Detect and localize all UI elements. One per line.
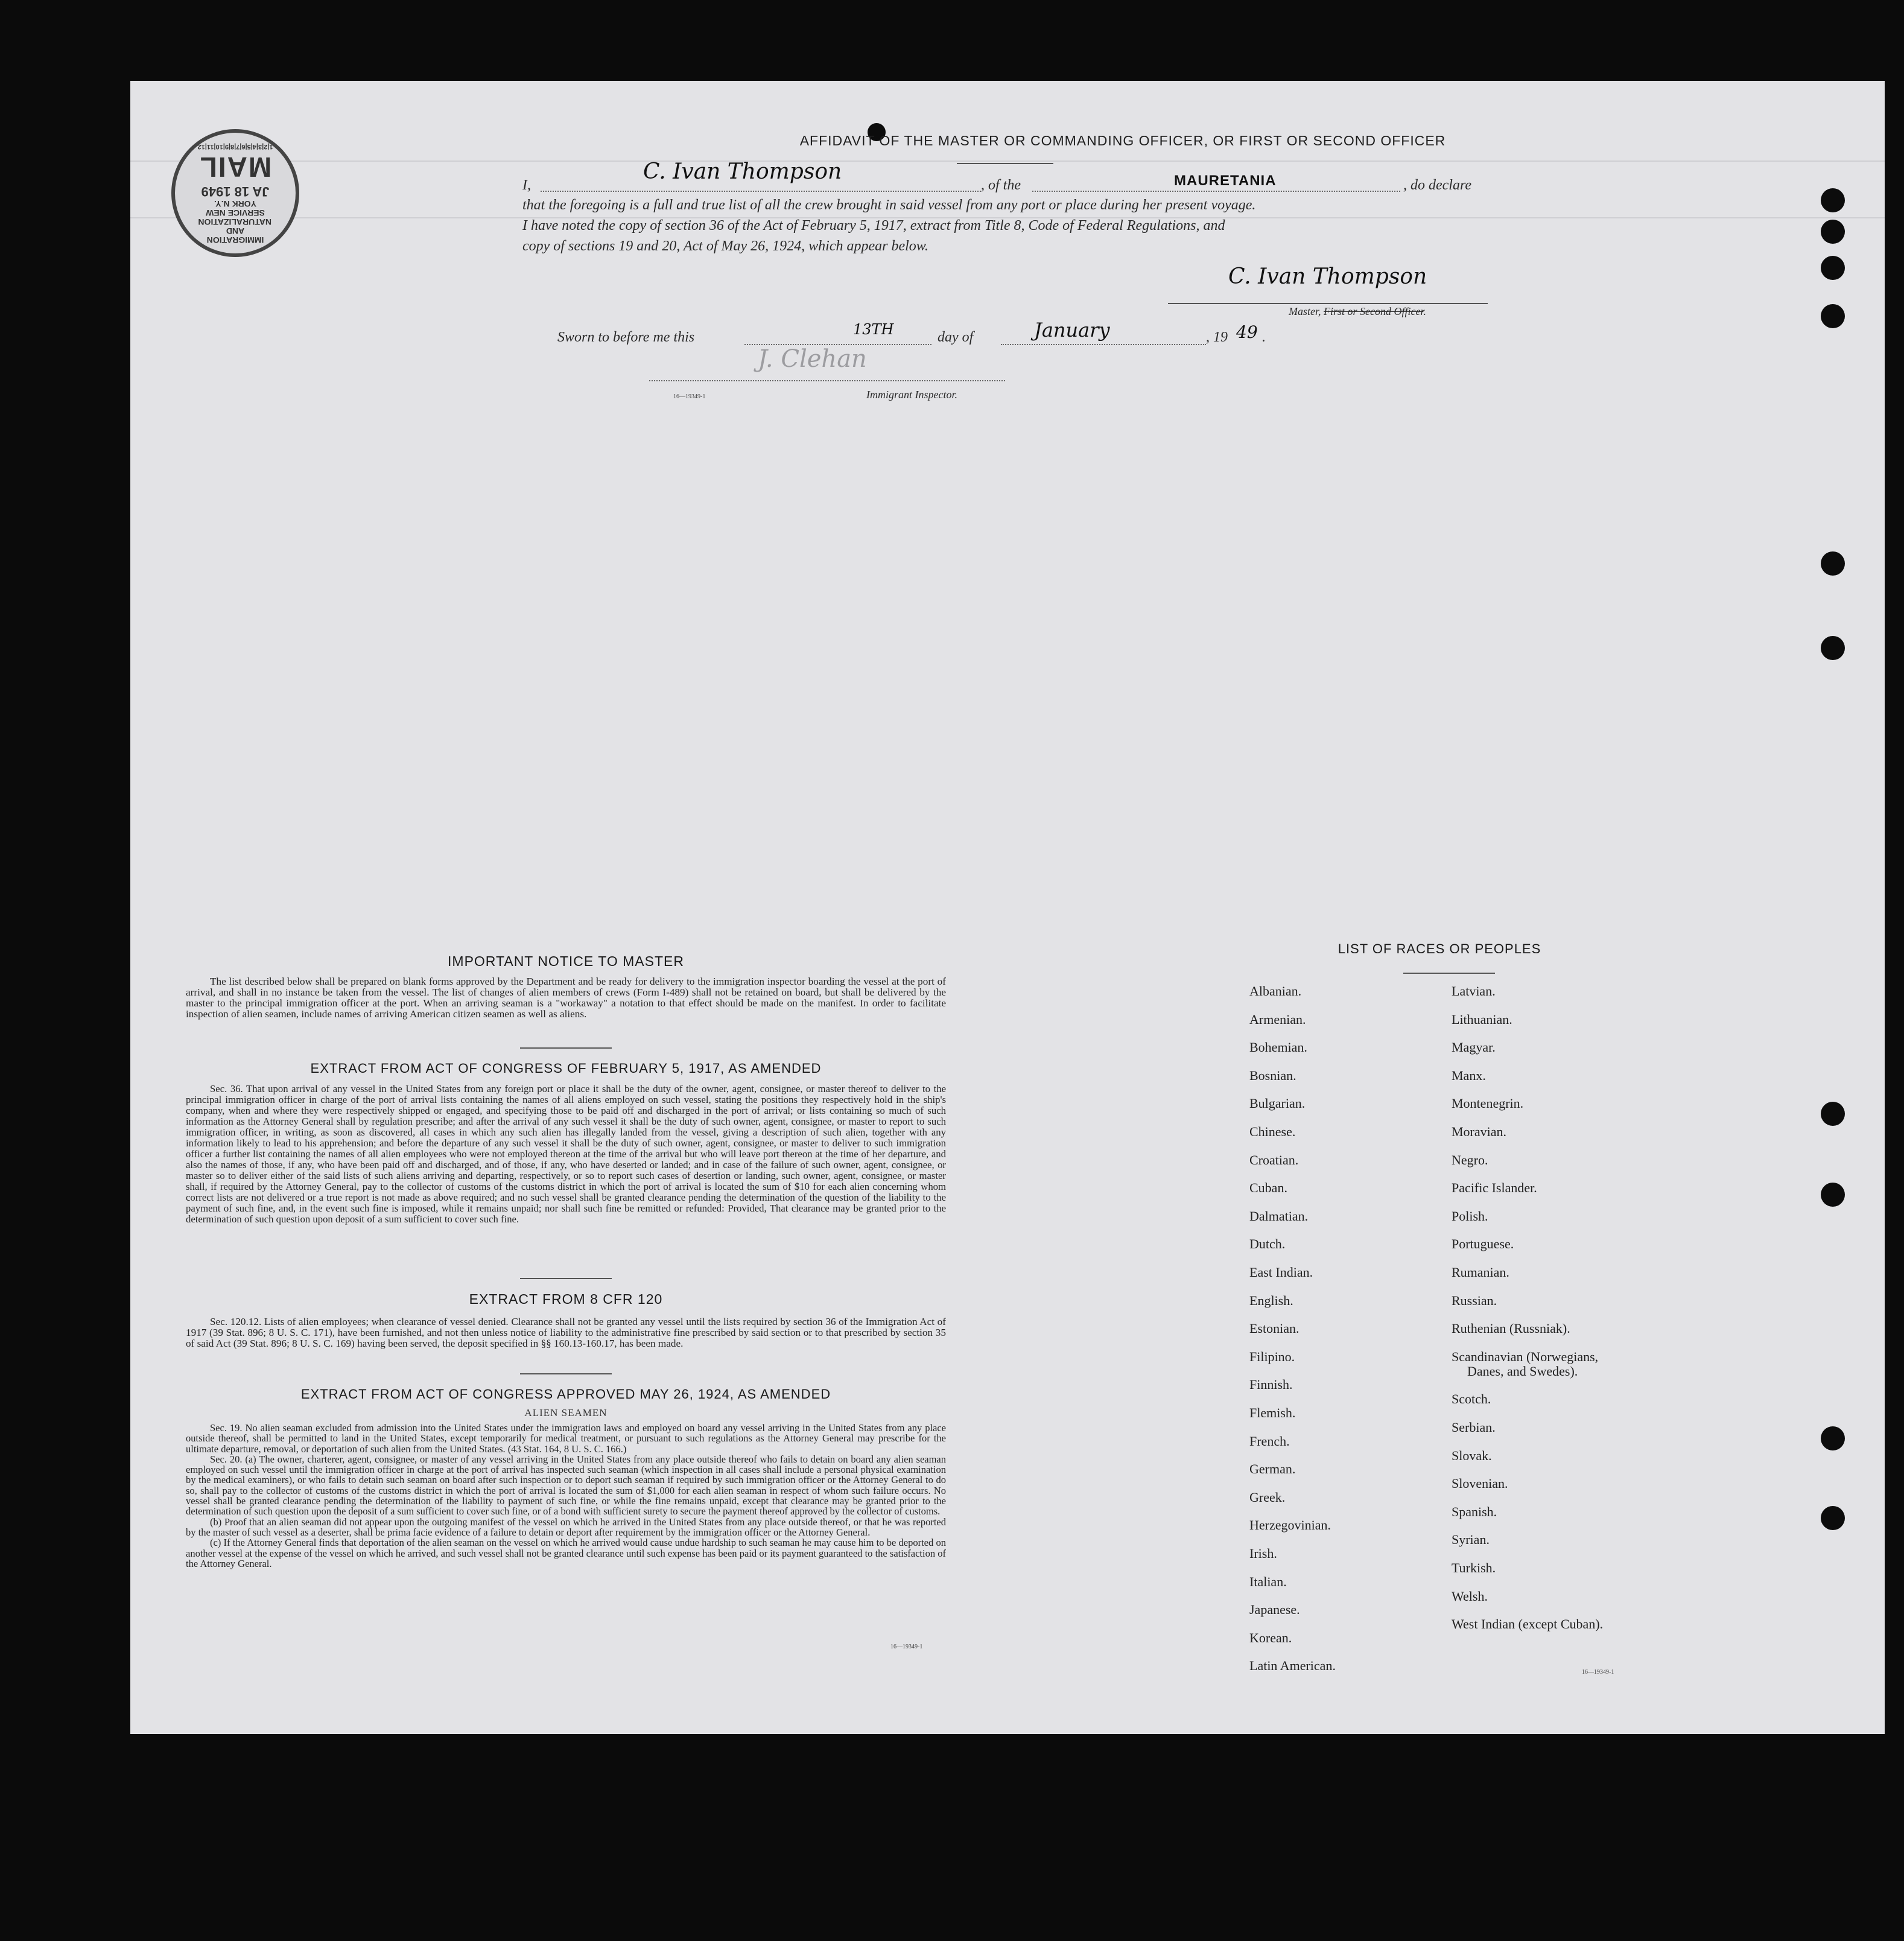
race-item: Croatian. bbox=[1249, 1152, 1299, 1167]
affidavit-form-number: 16—19349-1 bbox=[673, 393, 706, 400]
race-item: Latvian. bbox=[1452, 983, 1496, 999]
sworn-prefix: Sworn to before me this bbox=[557, 329, 695, 345]
race-item: Filipino. bbox=[1249, 1349, 1295, 1364]
declaration-line-4: copy of sections 19 and 20, Act of May 26, 1924, which appear below. bbox=[522, 238, 929, 254]
alien-seamen-subtitle: ALIEN SEAMEN bbox=[524, 1407, 608, 1418]
declarant-line bbox=[541, 191, 981, 192]
race-item: Bosnian. bbox=[1249, 1067, 1296, 1083]
race-item: Scotch. bbox=[1452, 1391, 1491, 1407]
extract-1917-text bbox=[186, 1084, 946, 1225]
punch-hole bbox=[1821, 1506, 1845, 1530]
race-item: East Indian. bbox=[1249, 1265, 1313, 1280]
punch-hole bbox=[1821, 1102, 1845, 1126]
race-item: Negro. bbox=[1452, 1152, 1488, 1167]
title-rule bbox=[957, 163, 1053, 164]
race-item: Lithuanian. bbox=[1452, 1011, 1512, 1027]
stamp-date: JA 18 1949 bbox=[201, 184, 270, 199]
race-item: Turkish. bbox=[1452, 1560, 1496, 1575]
punch-hole bbox=[1821, 188, 1845, 212]
section-120-paragraph: Sec. 120.12. Lists of alien employees; when clearance of vessel denied. Clearance shall not be granted any vessel until the lists required by section 36 of the Immigration Act of 1917 (39 Stat. 896; 8 U. S. C. 171), have been furnished, and not then unless notice of liability to the administrative fine prescribed by said section or to that prescribed by section 35 of said Act (39 Stat. 896; 8 U. S. C. 169) having been served, the deposit specified in §§ 160.13-160.17, has been made. bbox=[186, 1316, 946, 1349]
inspector-signature: J. Clehan bbox=[758, 345, 867, 373]
notice-paragraph: The list described below shall be prepared on blank forms approved by the Department and be ready for delivery to the immigration inspector boarding the vessel at the port of arrival, and shall in no instance be taken from the vessel. The list of changes of alien members of crews (Form I-489) shall not be retained on board, but shall be delivered by the master to the principal immigration officer at the port. When an arriving seaman is a "workaway" a notation to that effect should be made on the manifest. In order to facilitate inspection of alien seamen, include names of arriving American citizen seamen as well as aliens. bbox=[186, 976, 946, 1020]
race-item: Serbian. bbox=[1452, 1420, 1496, 1435]
race-item: Bohemian. bbox=[1249, 1040, 1307, 1055]
race-item: Irish. bbox=[1249, 1546, 1277, 1561]
declaration-prefix: I, bbox=[522, 177, 531, 193]
race-item: Welsh. bbox=[1452, 1588, 1488, 1604]
race-item: Portuguese. bbox=[1452, 1236, 1514, 1252]
races-rule bbox=[1403, 973, 1495, 974]
punch-hole bbox=[1821, 304, 1845, 328]
race-item: Russian. bbox=[1452, 1292, 1497, 1308]
sworn-line bbox=[557, 321, 1462, 357]
race-item: Pacific Islander. bbox=[1452, 1180, 1537, 1196]
extract-form-number: 16—19349-1 bbox=[890, 1644, 923, 1650]
race-item: Latin American. bbox=[1249, 1658, 1336, 1674]
vessel-line bbox=[1032, 191, 1400, 192]
race-item: Slovenian. bbox=[1452, 1476, 1508, 1491]
race-item: Rumanian. bbox=[1452, 1265, 1509, 1280]
race-item: German. bbox=[1249, 1461, 1296, 1477]
race-item: French. bbox=[1249, 1433, 1290, 1449]
race-item: Chinese. bbox=[1249, 1124, 1296, 1139]
punch-hole bbox=[1821, 551, 1845, 576]
punch-hole bbox=[1821, 1183, 1845, 1207]
race-item: Armenian. bbox=[1249, 1011, 1306, 1027]
race-item: Dutch. bbox=[1249, 1236, 1286, 1252]
master-caption-prefix: Master, bbox=[1289, 305, 1321, 317]
notice-text bbox=[186, 976, 946, 1020]
race-item: Bulgarian. bbox=[1249, 1096, 1306, 1111]
master-signature: C. Ivan Thompson bbox=[1228, 264, 1427, 289]
section-20c-paragraph: (c) If the Attorney General finds that deportation of the alien seaman on the vessel on which he arrived would cause undue hardship to such seaman he may cause him to be deported on another vessel at the expense of the vessel on which he arrived, and such vessel shall not be granted clearance until such expense has been paid or its payment guaranteed to the satisfaction of the Attorney General. bbox=[186, 1537, 946, 1569]
race-item: Estonian. bbox=[1249, 1321, 1299, 1336]
race-item: English. bbox=[1249, 1292, 1293, 1308]
race-item: Slovak. bbox=[1452, 1447, 1492, 1463]
do-declare-label: , do declare bbox=[1403, 177, 1472, 193]
section-rule bbox=[520, 1278, 612, 1279]
race-item: Albanian. bbox=[1249, 983, 1302, 999]
race-item: Syrian. bbox=[1452, 1532, 1490, 1548]
punch-hole bbox=[1821, 1426, 1845, 1450]
inspector-line bbox=[649, 380, 1005, 381]
inspector-caption: Immigrant Inspector. bbox=[866, 389, 957, 401]
punch-hole bbox=[1821, 220, 1845, 244]
year-suffix: 49 bbox=[1236, 322, 1258, 342]
race-item: Korean. bbox=[1249, 1630, 1292, 1645]
declaration-line-2: that the foregoing is a full and true list of all the crew brought in said vessel from any port or place during her present voyage. bbox=[522, 197, 1256, 213]
section-rule bbox=[520, 1047, 612, 1049]
of-the-label: , of the bbox=[981, 177, 1021, 193]
stamp-agency: IMMIGRATION AND NATURALIZATION SERVICE NEW YORK N.Y. bbox=[198, 199, 271, 245]
year-end: . bbox=[1262, 329, 1266, 345]
race-item: Ruthenian (Russniak). bbox=[1452, 1321, 1570, 1336]
race-item: Herzegovinian. bbox=[1249, 1517, 1331, 1533]
day-of-label: day of bbox=[938, 329, 974, 345]
declaration-line-3: I have noted the copy of section 36 of the Act of February 5, 1917, extract from Title 8, Code of Federal Regulations, and bbox=[522, 218, 1225, 233]
stamp-ring: 1|2|3|4|5|6|7|8|9|10|11|12 bbox=[197, 143, 273, 150]
race-item: Polish. bbox=[1452, 1208, 1488, 1224]
master-caption-suffix: . bbox=[1423, 305, 1426, 317]
punch-hole bbox=[1821, 636, 1845, 660]
races-form-number: 16—19349-1 bbox=[1582, 1669, 1614, 1676]
master-signature-line bbox=[1168, 303, 1488, 304]
affidavit-title: AFFIDAVIT OF THE MASTER OR COMMANDING OFFICER, OR FIRST OR SECOND OFFICER bbox=[799, 133, 1446, 148]
vessel-name: MAURETANIA bbox=[1174, 173, 1277, 189]
master-caption bbox=[1289, 305, 1426, 318]
races-title: LIST OF RACES OR PEOPLES bbox=[1338, 941, 1541, 956]
notice-title: IMPORTANT NOTICE TO MASTER bbox=[448, 953, 684, 969]
race-item: Moravian. bbox=[1452, 1124, 1507, 1139]
declarant-signature: C. Ivan Thompson bbox=[643, 159, 842, 184]
race-item: Scandinavian (Norwegians, bbox=[1452, 1349, 1599, 1364]
race-item: Japanese. bbox=[1249, 1602, 1300, 1618]
race-item: Manx. bbox=[1452, 1067, 1486, 1083]
stamp-word: MAIL bbox=[198, 151, 272, 183]
section-19-paragraph: Sec. 19. No alien seaman excluded from admission into the United States under the immigration laws and employed on board any vessel arriving in the United States from any place outside thereof, shall be permitted to land in the United States, except temporarily for medical treatment, or pursuant to such regulations as the Attorney General may prescribe for the ultimate departure, removal, or deportation of such alien from the United States. (43 Stat. 164, 8 U. S. C. 166.) bbox=[186, 1422, 946, 1455]
race-item: Italian. bbox=[1249, 1574, 1287, 1589]
section-20a-paragraph: Sec. 20. (a) The owner, charterer, agent, consignee, or master of any vessel arriving in the United States from any place outside thereof who fails to detain on board any alien seaman employed on such vessel until the immigration officer in charge at the port of arrival has inspected such seaman (which inspection in all cases shall include a personal physical examination by the medical examiners), or who fails to detain such seaman on board after such inspection or to deport such seaman if required by such immigration officer or the Attorney General to do so, shall pay to the collector of customs of the customs district in which the port of arrival is located the sum of $1,000 for each alien seaman in respect of whom such failure occurs. No vessel shall be granted clearance pending the determination of the liability to payment of such fine, or while the fine remains unpaid, except that clearance may be granted prior to the determination of such question upon the deposit of a sum sufficient to cover such fine, or of a bond with sufficient surety to secure the payment thereof approved by the collector of customs. bbox=[186, 1453, 946, 1517]
race-item-continuation: Danes, and Swedes). bbox=[1467, 1363, 1578, 1379]
section-rule bbox=[520, 1373, 612, 1374]
extract-1924-title: EXTRACT FROM ACT OF CONGRESS APPROVED MAY 26, 1924, AS AMENDED bbox=[300, 1387, 831, 1402]
year-prefix: , 19 bbox=[1206, 329, 1228, 345]
sworn-day: 13TH bbox=[853, 321, 894, 338]
race-item: West Indian (except Cuban). bbox=[1452, 1616, 1604, 1632]
race-item: Dalmatian. bbox=[1249, 1208, 1309, 1224]
declaration-line-1 bbox=[522, 159, 1572, 193]
master-caption-struck: First or Second Officer bbox=[1324, 305, 1424, 317]
sworn-month-line bbox=[1001, 344, 1206, 345]
sworn-month: January bbox=[1034, 319, 1110, 342]
race-item: Greek. bbox=[1249, 1489, 1286, 1505]
extract-cfr-title: EXTRACT FROM 8 CFR 120 bbox=[469, 1291, 663, 1307]
race-item: Flemish. bbox=[1249, 1405, 1296, 1420]
race-item: Cuban. bbox=[1249, 1180, 1287, 1196]
section-36-paragraph: Sec. 36. That upon arrival of any vessel in the United States from any foreign port or place it shall be the duty of the owner, agent, consignee, or master thereof to deliver to the principal immigration officer in charge of the port of arrival lists containing the names of all aliens employed on such vessel, stating the positions they respectively hold in the ship's company, when and where they were respectively shipped or engaged, and specifying those to be paid off and discharged in the port of arrival; or lists containing so much of such information as the Attorney General shall by regulation prescribe; and after the arrival of any such vessel it shall be the duty of such owner, agent, consignee, or master to report to such immigration officer, in writing, as soon as discovered, all cases in which any such alien has illegally landed from the vessel, giving a description of such alien, together with any information likely to lead to his apprehension; and before the departure of any such vessel it shall be the duty of such owner, agent, consignee, or master to deliver to such immigration officer a further list containing the names of all alien employees who were not employed thereon at the time of the arrival but who will leave port thereon at the time of her departure, and also the names of those, if any, who have been paid off and discharged, and of those, if any, who have deserted or landed; and in case of the failure of such owner, agent, consignee, or master so to deliver either of the said lists of such aliens arriving and departing, respectively, or so to report such cases of desertion or landing, such owner, agent, consignee, or master shall, if required by the Attorney General, pay to the collector of customs of the customs district in which the port of arrival is located the sum of $10 for each alien concerning whom correct lists are not delivered or a true report is not made as above required; and no such vessel shall be granted clearance pending the determination of the question of the liability to the payment of such fine, and, in the event such fine is imposed, while it remains unpaid; nor shall such fine be remitted or refunded: Provided, That clearance may be granted prior to the determination of such question upon deposit of a sum sufficient to cover such fine. bbox=[186, 1083, 946, 1225]
mail-stamp bbox=[171, 129, 299, 257]
scan-streak bbox=[130, 160, 1885, 162]
race-item: Spanish. bbox=[1452, 1504, 1497, 1519]
section-20b-paragraph: (b) Proof that an alien seaman did not appear upon the outgoing manifest of the vessel on which he arrived in the United States from any place outside thereof, or that he was reported by the master of such vessel as a deserter, shall be prima facie evidence of a failure to detain or deport after requirement by the immigration officer or the Attorney General. bbox=[186, 1516, 946, 1538]
race-item: Montenegrin. bbox=[1452, 1096, 1524, 1111]
race-item: Finnish. bbox=[1249, 1377, 1293, 1393]
extract-1924-text bbox=[186, 1423, 946, 1569]
punch-hole bbox=[1821, 256, 1845, 280]
document-page bbox=[130, 81, 1885, 1734]
race-item: Magyar. bbox=[1452, 1040, 1496, 1055]
extract-1917-title: EXTRACT FROM ACT OF CONGRESS OF FEBRUARY 5, 1917, AS AMENDED bbox=[310, 1061, 822, 1076]
extract-cfr-text bbox=[186, 1317, 946, 1349]
